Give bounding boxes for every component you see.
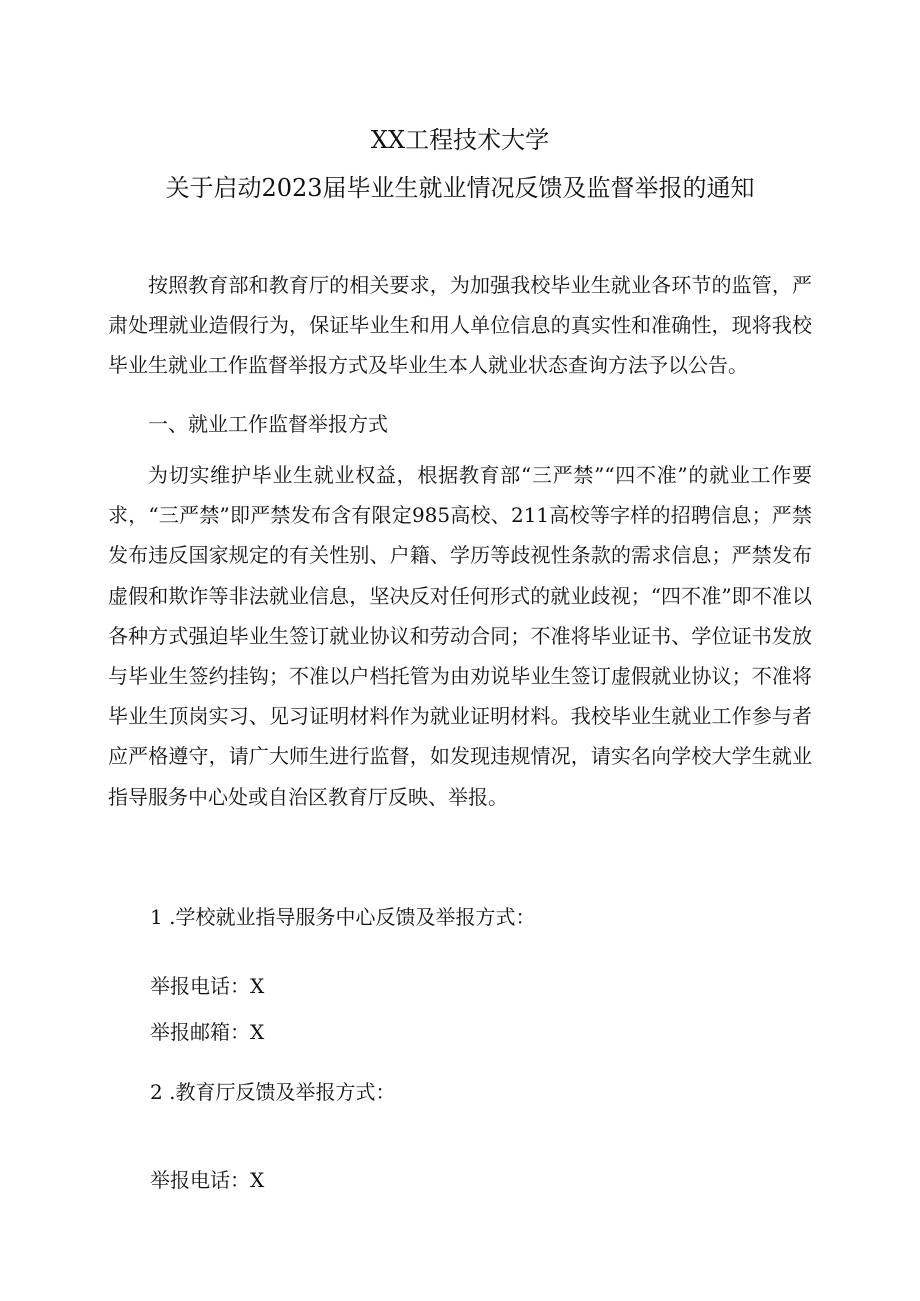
intro-paragraph: 按照教育部和教育厅的相关要求，为加强我校毕业生就业各环节的监管，严肃处理就业造假行为，保证毕业生和用人单位信息的真实性和准确性，现将我校毕业生就业工作监督举报方式及毕业生本人就业状态查询方法予以公告。	[108, 273, 812, 378]
item-2-phone: 举报电话：X	[150, 1168, 265, 1192]
item-2-heading: 2 .教育厅反馈及举报方式：	[150, 1080, 396, 1104]
item-1-phone: 举报电话：X	[150, 974, 265, 998]
section-1-heading: 一、就业工作监督举报方式	[148, 412, 388, 436]
document-title-line1: XX工程技术大学	[370, 126, 550, 154]
item-1-email: 举报邮箱：X	[150, 1020, 265, 1044]
item-1-heading: 1 .学校就业指导服务中心反馈及举报方式：	[150, 905, 536, 929]
document-title-line2: 关于启动2023届毕业生就业情况反馈及监督举报的通知	[165, 174, 755, 202]
section-1-body: 为切实维护毕业生就业权益，根据教育部“三严禁”“四不准”的就业工作要求，“三严禁”即严禁发布含有限定985高校、211高校等字样的招聘信息；严禁发布违反国家规定的有关性别、户籍、学历等歧视性条款的需求信息；严禁发布虚假和欺诈等非法就业信息，坚决反对任何形式的就业歧视；“四不准”即不准以各种方式强迫毕业生签订就业协议和劳动合同；不准将毕业证书、学位证书发放与毕业生签约挂钩；不准以户档托管为由劝说毕业生签订虚假就业协议；不准将毕业生顶岗实习、见习证明材料作为就业证明材料。我校毕业生就业工作参与者应严格遵守，请广大师生进行监督，如发现违规情况，请实名向学校大学生就业指导服务中心处或自治区教育厅反映、举报。	[108, 463, 812, 809]
